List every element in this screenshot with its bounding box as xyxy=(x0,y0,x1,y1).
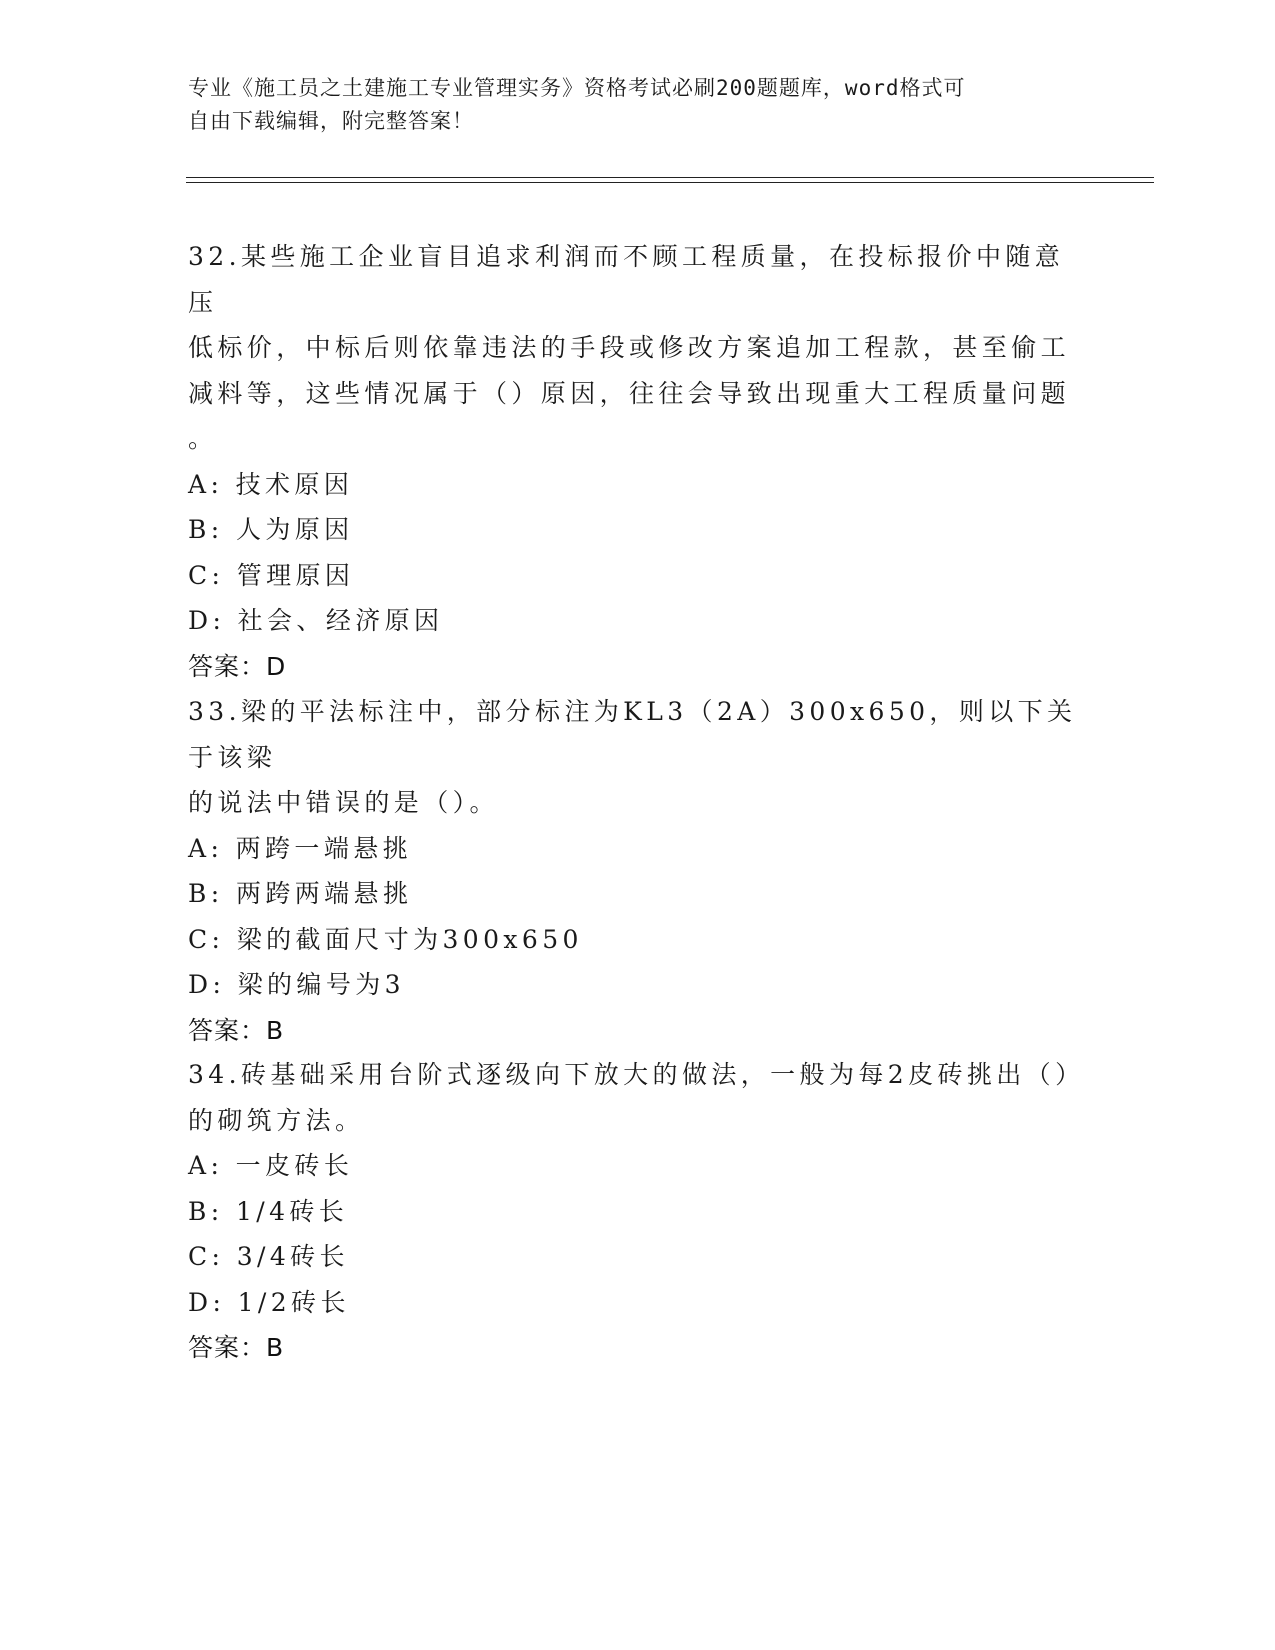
option-b: B: 1/4砖长 xyxy=(188,1196,349,1226)
answer-label: 答案：B xyxy=(188,1333,285,1362)
question-text-line: 低标价，中标后则依靠违法的手段或修改方案追加工程款，甚至偷工 xyxy=(188,333,1071,362)
option-d: D: 1/2砖长 xyxy=(188,1287,350,1317)
option-c: C: 管理原因 xyxy=(188,560,355,590)
question-33 xyxy=(188,689,1078,1053)
answer-label: 答案：D xyxy=(188,651,287,681)
question-34 xyxy=(188,1052,1085,1371)
question-text-line: 的说法中错误的是（）。 xyxy=(188,788,499,817)
option-b: B: 两跨两端悬挑 xyxy=(188,879,413,908)
answer-label: 答案：B xyxy=(188,1015,285,1045)
question-text-line: 34.砖基础采用台阶式逐级向下放大的做法，一般为每2皮砖挑出（） xyxy=(188,1060,1085,1089)
document-header xyxy=(188,72,1068,138)
question-text-line: 。 xyxy=(188,424,218,453)
question-32 xyxy=(188,234,1078,689)
question-text-line: 33.梁的平法标注中，部分标注为KL3（2A）300x650，则以下关于该梁 xyxy=(188,697,1077,772)
header-line-1: 专业《施工员之土建施工专业管理实务》资格考试必刷200题题库，word格式可 xyxy=(188,76,966,100)
option-b: B: 人为原因 xyxy=(188,515,354,544)
option-a: A: 技术原因 xyxy=(188,469,354,499)
header-divider-top xyxy=(186,177,1154,178)
option-c: C: 3/4砖长 xyxy=(188,1242,349,1271)
question-text-line: 的砌筑方法。 xyxy=(188,1105,365,1135)
option-d: D: 梁的编号为3 xyxy=(188,970,405,999)
option-d: D: 社会、经济原因 xyxy=(188,606,444,635)
question-text-line: 减料等，这些情况属于（）原因，往往会导致出现重大工程质量问题 xyxy=(188,378,1071,408)
header-divider-bottom xyxy=(186,182,1154,183)
header-line-2: 自由下载编辑，附完整答案！ xyxy=(188,109,474,133)
question-text-line: 32.某些施工企业盲目追求利润而不顾工程质量，在投标报价中随意压 xyxy=(188,242,1065,317)
option-a: A: 两跨一端悬挑 xyxy=(188,833,413,863)
option-c: C: 梁的截面尺寸为300x650 xyxy=(188,924,583,954)
option-a: A: 一皮砖长 xyxy=(188,1151,354,1180)
